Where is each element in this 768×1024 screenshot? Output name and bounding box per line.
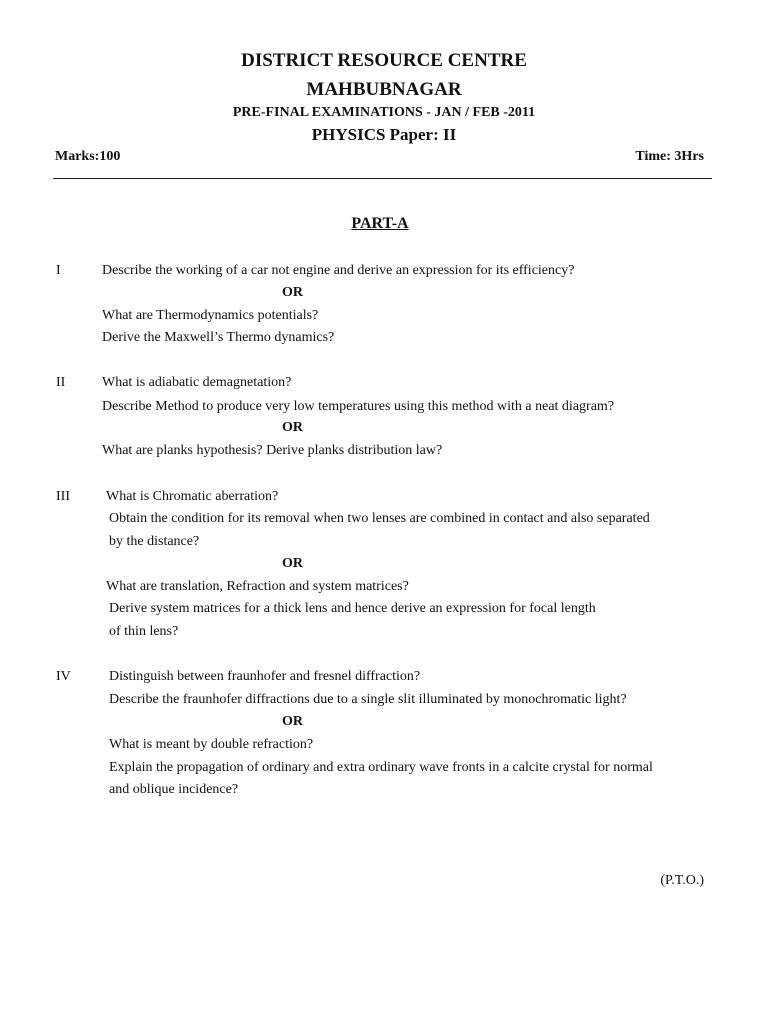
question-number: III — [56, 489, 70, 504]
question-line: What is meant by double refraction? — [109, 737, 314, 752]
question-number: IV — [56, 669, 71, 684]
page-turn-note: (P.T.O.) — [660, 873, 704, 888]
header-divider — [53, 178, 712, 179]
question-line: Obtain the condition for its removal when two lenses are combined in contact and also separated — [109, 511, 650, 526]
or-separator: OR — [282, 556, 303, 571]
question-line: by the distance? — [109, 534, 200, 549]
question-line: Derive system matrices for a thick lens and hence derive an expression for focal length — [109, 601, 596, 616]
question-line: of thin lens? — [109, 624, 179, 639]
question-line: Explain the propagation of ordinary and extra ordinary wave fronts in a calcite crystal for normal — [109, 760, 653, 775]
question-line: What is adiabatic demagnetation? — [102, 375, 292, 390]
district-name: MAHBUBNAGAR — [306, 79, 462, 100]
question-line: What are planks hypothesis? Derive planks distribution law? — [102, 443, 443, 458]
question-line: What are translation, Refraction and system matrices? — [106, 579, 409, 594]
question-line: Describe the working of a car not engine and derive an expression for its efficiency? — [102, 263, 575, 278]
paper-title: PHYSICS Paper: II — [311, 125, 457, 144]
exam-title: PRE-FINAL EXAMINATIONS - JAN / FEB -2011 — [232, 105, 536, 120]
question-line: and oblique incidence? — [109, 782, 239, 797]
question-line: What are Thermodynamics potentials? — [102, 308, 319, 323]
centre-title: DISTRICT RESOURCE CENTRE — [241, 50, 527, 71]
question-number: I — [56, 263, 61, 278]
or-separator: OR — [282, 420, 303, 435]
question-line: Derive the Maxwell’s Thermo dynamics? — [102, 330, 335, 345]
question-line: What is Chromatic aberration? — [106, 489, 279, 504]
part-title: PART-A — [351, 215, 409, 232]
question-line: Distinguish between fraunhofer and fresnel diffraction? — [109, 669, 421, 684]
max-marks: Marks:100 — [55, 149, 121, 164]
question-line: Describe Method to produce very low temperatures using this method with a neat diagram? — [102, 399, 615, 414]
time-allowed: Time: 3Hrs — [635, 149, 704, 164]
or-separator: OR — [282, 714, 303, 729]
question-line: Describe the fraunhofer diffractions due to a single slit illuminated by monochromatic light? — [109, 692, 627, 707]
question-number: II — [56, 375, 66, 390]
or-separator: OR — [282, 285, 303, 300]
